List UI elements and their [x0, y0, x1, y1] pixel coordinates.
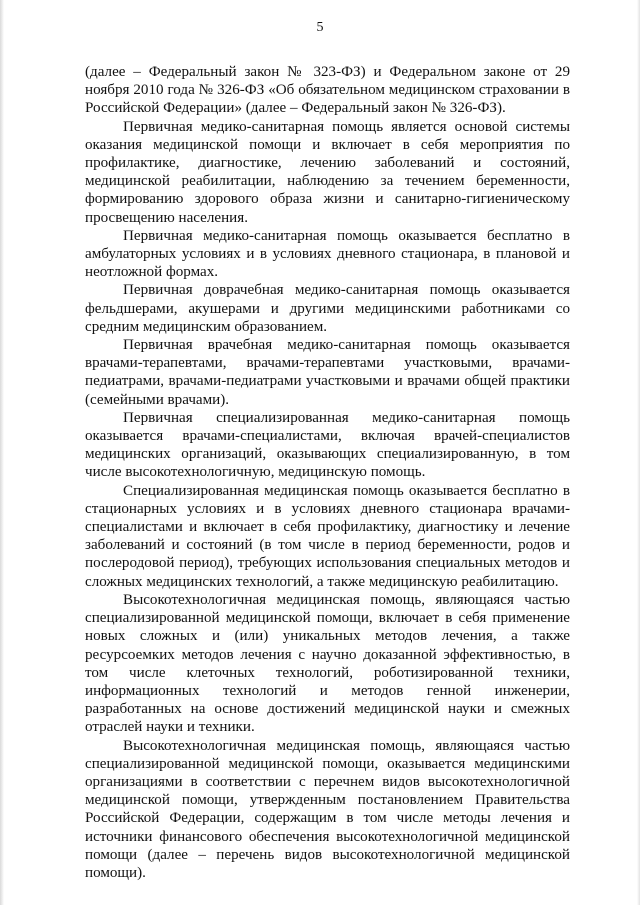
paragraph-5: Первичная врачебная медико-санитарная помощь оказывается врачами-терапевтами, врачами-терапевтами участковыми, врачами-педиатрами, врачами-педиатрами участковыми и врачами общей практики (семейными врачами). — [85, 337, 570, 408]
paragraph-2: Первичная медико-санитарная помощь является основой системы оказания медицинской помощи и включает в себя мероприятия по профилактике, диагностике, лечению заболеваний и состояний, медицинской реабилитации, наблюдению за течением беременности, формированию здорового образа жизни и санитарно-гигиеническому просвещению населения. — [85, 118, 570, 226]
paragraph-4: Первичная доврачебная медико-санитарная помощь оказывается фельдшерами, акушерами и другими медицинскими работниками со средним медицинским образованием. — [85, 282, 570, 335]
document-body — [85, 63, 570, 882]
paragraph-8: Высокотехнологичная медицинская помощь, являющаяся частью специализированной медицинской помощи, включает в себя применение новых сложных и (или) уникальных методов лечения, а также ресурсоемких методов лечения с научно доказанной эффективностью, в том числе клеточных технологий, роботизированной техники, информационных технологий и методов генной инженерии, разработанных на основе достижений медицинской науки и смежных отраслей науки и техники. — [85, 591, 570, 736]
scan-edge-left — [0, 0, 4, 905]
paragraph-1: (далее – Федеральный закон № 323-ФЗ) и Федеральном законе от 29 ноября 2010 года № 326-ФЗ «Об обязательном медицинском страховании в Российской Федерации» (далее – Федеральный закон № 326-ФЗ). — [85, 64, 570, 117]
page-number: 5 — [316, 20, 324, 35]
paragraph-3: Первичная медико-санитарная помощь оказывается бесплатно в амбулаторных условиях и в условиях дневного стационара, в плановой и неотложной формах. — [85, 227, 570, 281]
paragraph-9: Высокотехнологичная медицинская помощь, являющаяся частью специализированной медицинской помощи, оказывается медицинскими организациями в соответствии с перечнем видов высокотехнологичной медицинской помощи, утвержденным постановлением Правительства Российской Федерации, содержащим в том числе методы лечения и источники финансового обеспечения высокотехнологичной медицинской помощи (далее – перечень видов высокотехнологичной медицинской помощи). — [85, 737, 570, 881]
paragraph-7: Специализированная медицинская помощь оказывается бесплатно в стационарных условиях и в условиях дневного стационара врачами-специалистами и включает в себя профилактику, диагностику и лечение заболеваний и состояний (в том числе в период беременности, родов и послеродовой период), требующих использования специальных методов и сложных медицинских технологий, а также медицинскую реабилитацию. — [85, 482, 570, 590]
paragraph-6: Первичная специализированная медико-санитарная помощь оказывается врачами-специалистами, включая врачей-специалистов медицинских организаций, оказывающих специализированную, в том числе высокотехнологичную, медицинскую помощь. — [85, 409, 570, 481]
